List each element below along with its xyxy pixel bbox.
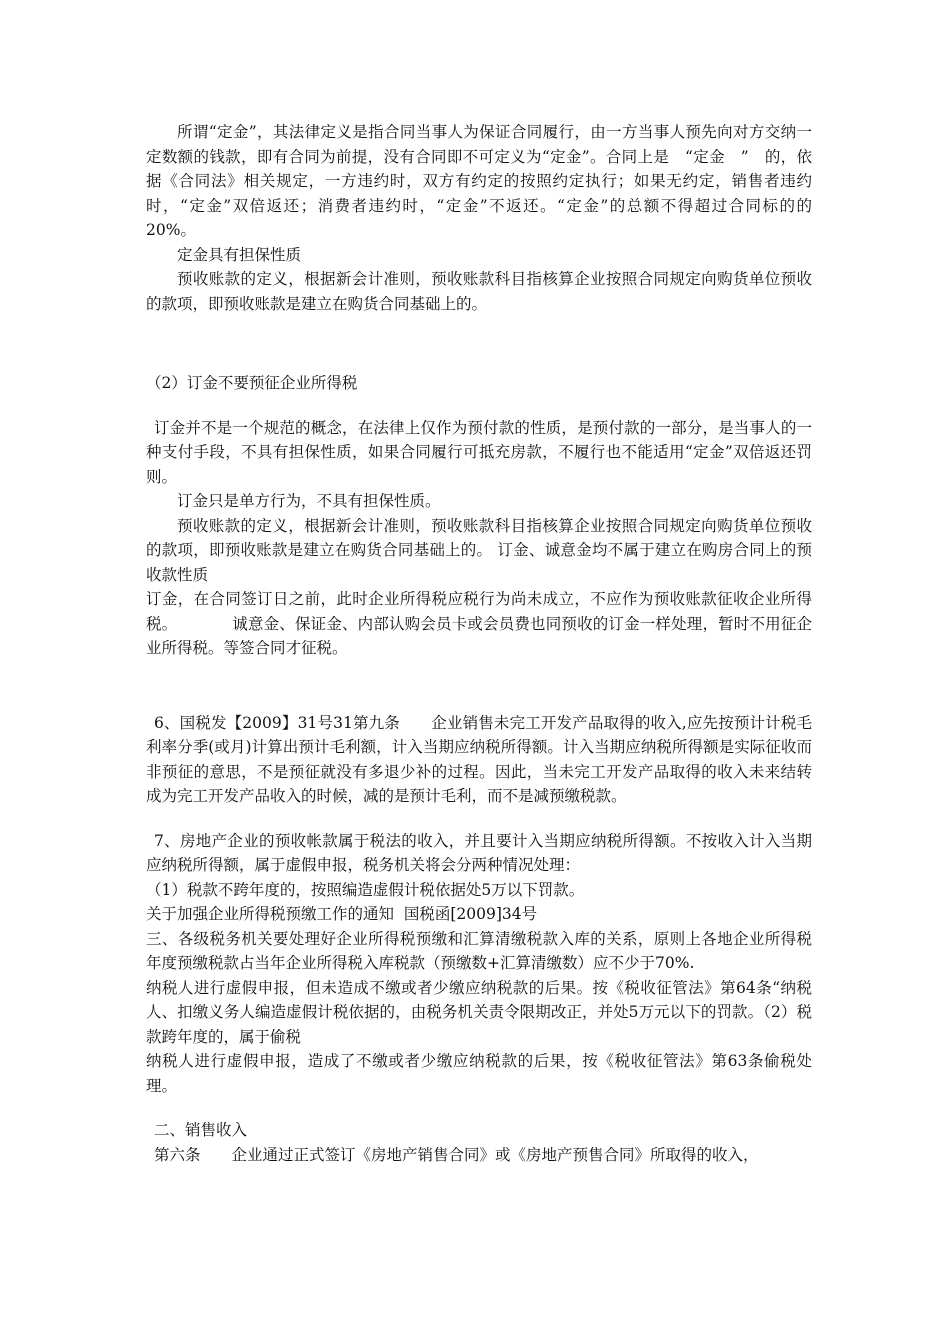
paragraph-tax-evasion: 纳税人进行虚假申报，造成了不缴或者少缴应纳税款的后果，按《税收征管法》第63条偷税处理。: [146, 1052, 812, 1095]
section-heading-sales-revenue: 二、销售收入: [154, 1121, 248, 1139]
paragraph-article-6-sales: 第六条 企业通过正式签订《房地产销售合同》或《房地产预售合同》所取得的收入，: [154, 1145, 759, 1164]
document-body: [146, 120, 828, 1167]
paragraph-false-declaration: 纳税人进行虚假申报，但未造成不缴或者少缴应纳税款的后果。按《税收征管法》第64条“纳税人、扣缴义务人编造虚假计税依据的，由税务机关责令限期改正，并处5万元以下的罚款。（2）税款跨年度的，属于偷税: [146, 978, 812, 1046]
section-heading-earnest-money: （2）订金不要预征企业所得税: [146, 374, 358, 392]
paragraph-advance-receipt-nature: 预收账款的定义，根据新会计准则，预收账款科目指核算企业按照合同规定向购货单位预收的款项，即预收账款是建立在购货合同基础上的。 订金、诚意金均不属于建立在购房合同上的预收款性质: [146, 516, 812, 584]
paragraph-advance-receipt-definition: 预收账款的定义，根据新会计准则，预收账款科目指核算企业按照合同规定向购货单位预收的款项，即预收账款是建立在购货合同基础上的。: [146, 270, 812, 313]
paragraph-earnest-money-unilateral: 订金只是单方行为，不具有担保性质。: [177, 492, 441, 510]
paragraph-earnest-money-concept: 订金并不是一个规范的概念，在法律上仅作为预付款的性质，是预付款的一部分，是当事人的一种支付手段，不具有担保性质，如果合同履行可抵充房款，不履行也不能适用“定金”双倍返还罚则。: [146, 418, 812, 486]
paragraph-article-6: 6、国税发【2009】31号31第九条 企业销售未完工开发产品取得的收入,应先按预计计税毛利率分季(或月)计算出预计毛利额，计入当期应纳税所得额。计入当期应纳税所得额是实际征收而非预征的意思，不是预征就没有多退少补的过程。因此，当未完工开发产品取得的收入未来结转成为完工开发产品收入的时候，减的是预计毛利，而不是减预缴税款。: [146, 713, 812, 805]
paragraph-case-1: （1）税款不跨年度的，按照编造虚假计税依据处5万以下罚款。: [146, 880, 585, 899]
paragraph-earnest-money-tax: 订金，在合同签订日之前，此时企业所得税应税行为尚未成立，不应作为预收账款征收企业所得税。 诚意金、保证金、内部认购会员卡或会员费也同预收的订金一样处理，暂时不用征企业所得税。等签合同才征税。: [146, 590, 812, 657]
paragraph-deposit-guarantee: 定金具有担保性质: [177, 245, 302, 264]
paragraph-article-7: 7、房地产企业的预收帐款属于税法的收入，并且要计入当期应纳税所得额。不按收入计入当期应纳税所得额，属于虚假申报，税务机关将会分两种情况处理：: [146, 831, 812, 874]
paragraph-deposit-definition: 所谓“定金”，其法律定义是指合同当事人为保证合同履行，由一方当事人预先向对方交纳一定数额的钱款，即有合同为前提，没有合同即不可定义为“定金”。合同上是 “定金 ” 的，依据《合同法》相关规定，一方违约时，双方有约定的按照约定执行；如果无约定，销售者违约时，“定金”双倍返还；消费者违约时，“定金”不返还。“定金”的总额不得超过合同标的的 20%。: [146, 123, 828, 239]
paragraph-notice-title: 关于加强企业所得税预缴工作的通知 国税函[2009]34号: [146, 905, 538, 923]
paragraph-notice-item-3: 三、各级税务机关要处理好企业所得税预缴和汇算清缴税款入库的关系，原则上各地企业所得税年度预缴税款占当年企业所得税入库税款（预缴数+汇算清缴数）应不少于70%.: [146, 929, 812, 972]
